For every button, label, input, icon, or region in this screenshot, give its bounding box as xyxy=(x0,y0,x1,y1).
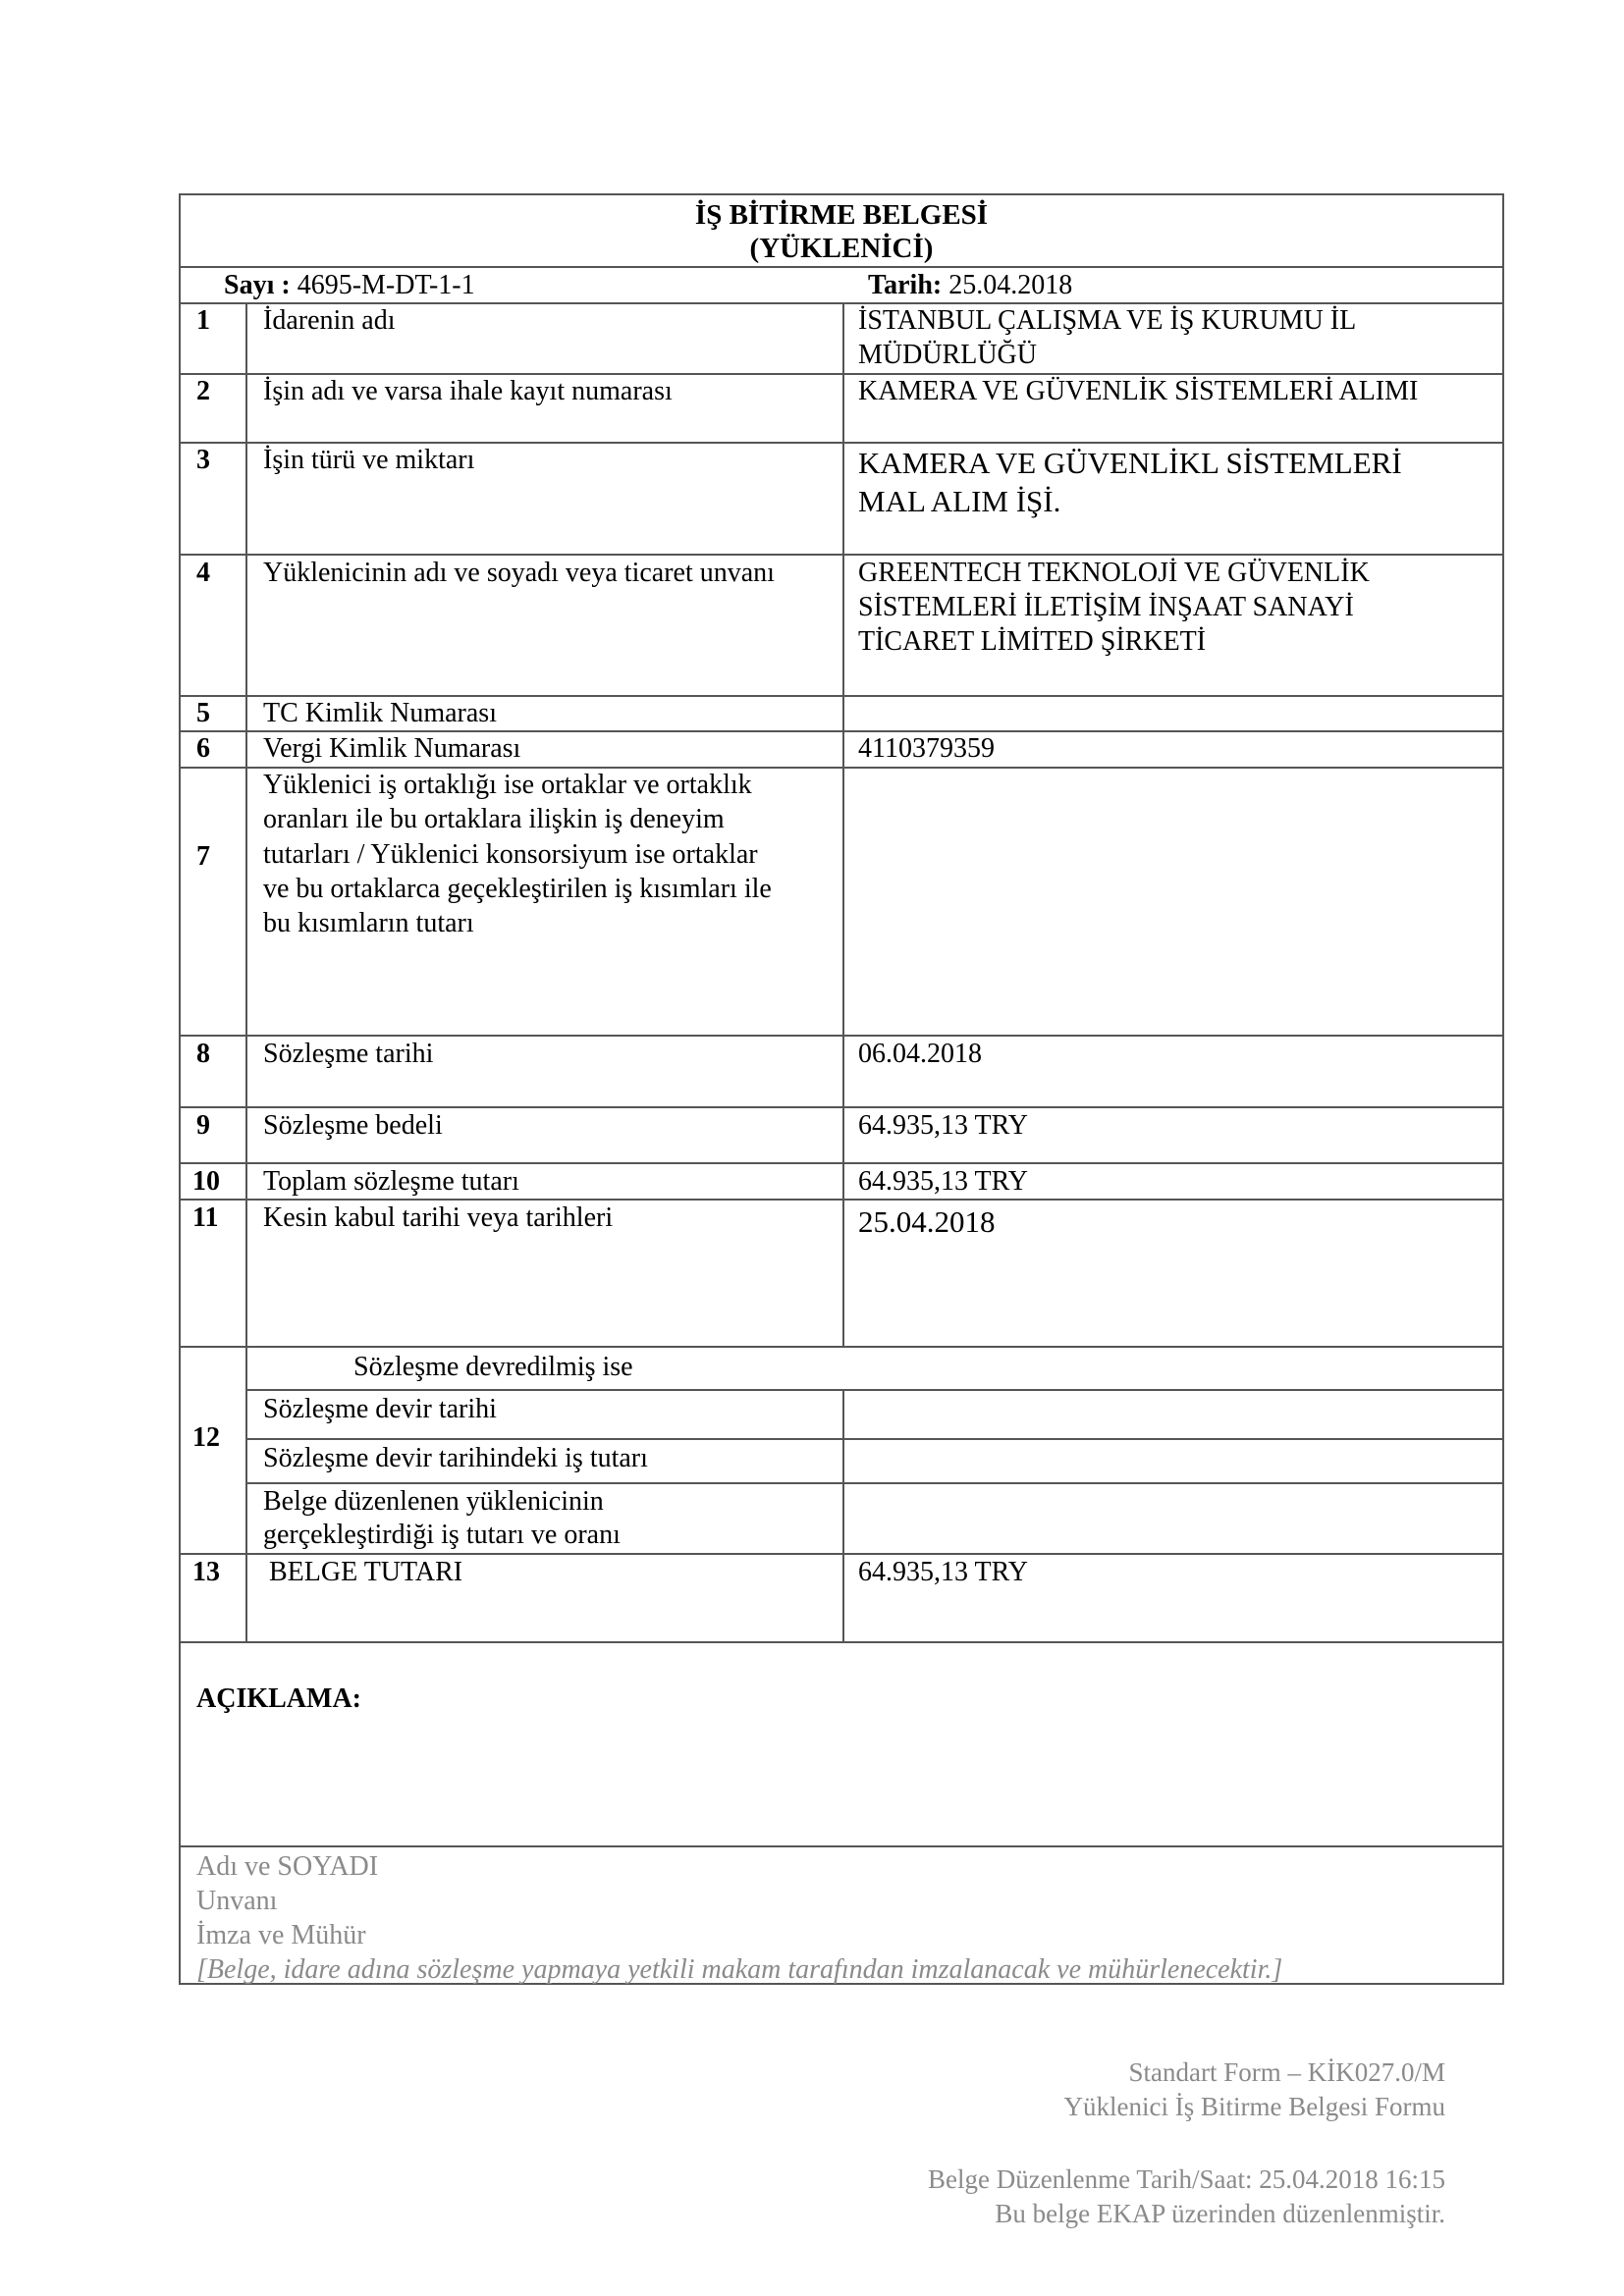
signature-name: Adı ve SOYADI xyxy=(196,1851,379,1882)
rule-value-column-lower xyxy=(842,1389,844,1641)
issued-datetime: Belge Düzenlenme Tarih/Saat: 25.04.2018 16:15 xyxy=(927,2164,1445,2194)
signature-note: [Belge, idare adına sözleşme yapmaya yetkili makam tarafından imzalanacak ve mühürlenecektir.] xyxy=(196,1954,1283,1985)
row-number: 3 xyxy=(196,445,210,475)
row-label: Yüklenicinin adı ve soyadı veya ticaret unvanı xyxy=(263,558,775,588)
rule-aciklama-top xyxy=(179,1641,1504,1643)
document-title: İŞ BİTİRME BELGESİ xyxy=(694,199,989,231)
row-value: İSTANBUL ÇALIŞMA VE İŞ KURUMU İL xyxy=(858,305,1357,336)
row-subheading: Sözleşme devredilmiş ise xyxy=(353,1352,633,1382)
row-value: 25.04.2018 xyxy=(858,1204,996,1239)
row-label: İşin türü ve miktarı xyxy=(263,445,475,475)
row-value: GREENTECH TEKNOLOJİ VE GÜVENLİK xyxy=(858,558,1370,588)
row-value: MÜDÜRLÜĞÜ xyxy=(858,340,1037,370)
form-code: Standart Form – KİK027.0/M xyxy=(1128,2057,1445,2087)
row-label: Sözleşme bedeli xyxy=(263,1110,443,1141)
row-label: Toplam sözleşme tutarı xyxy=(263,1166,519,1197)
rule-row-12a xyxy=(245,1389,1504,1391)
row-value: 64.935,13 TRY xyxy=(858,1166,1028,1197)
row-label: İşin adı ve varsa ihale kayıt numarası xyxy=(263,376,673,406)
rule-value-column xyxy=(842,302,844,1346)
sayi-label: Sayı : xyxy=(224,270,291,300)
row-label: Sözleşme devir tarihindeki iş tutarı xyxy=(263,1443,648,1473)
row-number: 4 xyxy=(196,558,210,588)
row-label: bu kısımların tutarı xyxy=(263,908,474,938)
row-value: 06.04.2018 xyxy=(858,1039,982,1069)
row-label: Yüklenici iş ortaklığı ise ortaklar ve ortaklık xyxy=(263,770,752,800)
row-label: tutarları / Yüklenici konsorsiyum ise ortaklar xyxy=(263,839,758,870)
row-label: gerçekleştirdiği iş tutarı ve oranı xyxy=(263,1520,621,1550)
row-number: 6 xyxy=(196,733,210,764)
row-label: TC Kimlik Numarası xyxy=(263,698,497,728)
document-subtitle: (YÜKLENİCİ) xyxy=(749,233,934,264)
row-number: 9 xyxy=(196,1110,210,1141)
row-number: 8 xyxy=(196,1039,210,1069)
row-label: Vergi Kimlik Numarası xyxy=(263,733,521,764)
tarih-field xyxy=(868,268,1072,303)
row-label: BELGE TUTARI xyxy=(269,1557,463,1587)
row-value: 4110379359 xyxy=(858,733,995,764)
rule-signature-top xyxy=(179,1845,1504,1847)
row-value: MAL ALIM İŞİ. xyxy=(858,484,1061,518)
row-label: İdarenin adı xyxy=(263,305,396,336)
row-number: 12 xyxy=(192,1422,220,1453)
signature-sign: İmza ve Mühür xyxy=(196,1920,366,1950)
row-label: Belge düzenlenen yüklenicinin xyxy=(263,1486,604,1517)
tarih-label: Tarih: xyxy=(868,270,943,300)
row-value: 64.935,13 TRY xyxy=(858,1557,1028,1587)
row-number: 13 xyxy=(192,1557,220,1587)
ekap-note: Bu belge EKAP üzerinden düzenlenmiştir. xyxy=(995,2199,1445,2228)
row-label: Kesin kabul tarihi veya tarihleri xyxy=(263,1202,614,1233)
row-value: TİCARET LİMİTED ŞİRKETİ xyxy=(858,626,1207,657)
tarih-value: 25.04.2018 xyxy=(948,270,1073,300)
rule-num-column xyxy=(245,302,247,1641)
row-number: 10 xyxy=(192,1166,220,1197)
row-label: oranları ile bu ortaklara ilişkin iş deneyim xyxy=(263,804,725,834)
row-label: Sözleşme devir tarihi xyxy=(263,1394,497,1424)
rule-row-12b xyxy=(245,1438,1504,1440)
row-value: KAMERA VE GÜVENLİK SİSTEMLERİ ALIMI xyxy=(858,376,1419,406)
row-label: Sözleşme tarihi xyxy=(263,1039,434,1069)
row-value: 64.935,13 TRY xyxy=(858,1110,1028,1141)
rule-row-12 xyxy=(179,1346,1504,1348)
row-label: ve bu ortaklarca geçekleştirilen iş kısımları ile xyxy=(263,874,772,904)
aciklama-label: AÇIKLAMA: xyxy=(196,1683,361,1714)
form-name: Yüklenici İş Bitirme Belgesi Formu xyxy=(1063,2092,1445,2121)
row-number: 5 xyxy=(196,698,210,728)
row-number: 7 xyxy=(196,841,210,872)
row-number: 11 xyxy=(192,1202,219,1233)
row-value: KAMERA VE GÜVENLİKL SİSTEMLERİ xyxy=(858,446,1402,480)
sayi-field xyxy=(224,268,475,303)
row-value: SİSTEMLERİ İLETİŞİM İNŞAAT SANAYİ xyxy=(858,592,1354,622)
signature-title: Unvanı xyxy=(196,1886,278,1916)
sayi-value: 4695-M-DT-1-1 xyxy=(297,270,475,300)
row-number: 1 xyxy=(196,305,210,336)
row-number: 2 xyxy=(196,376,210,406)
